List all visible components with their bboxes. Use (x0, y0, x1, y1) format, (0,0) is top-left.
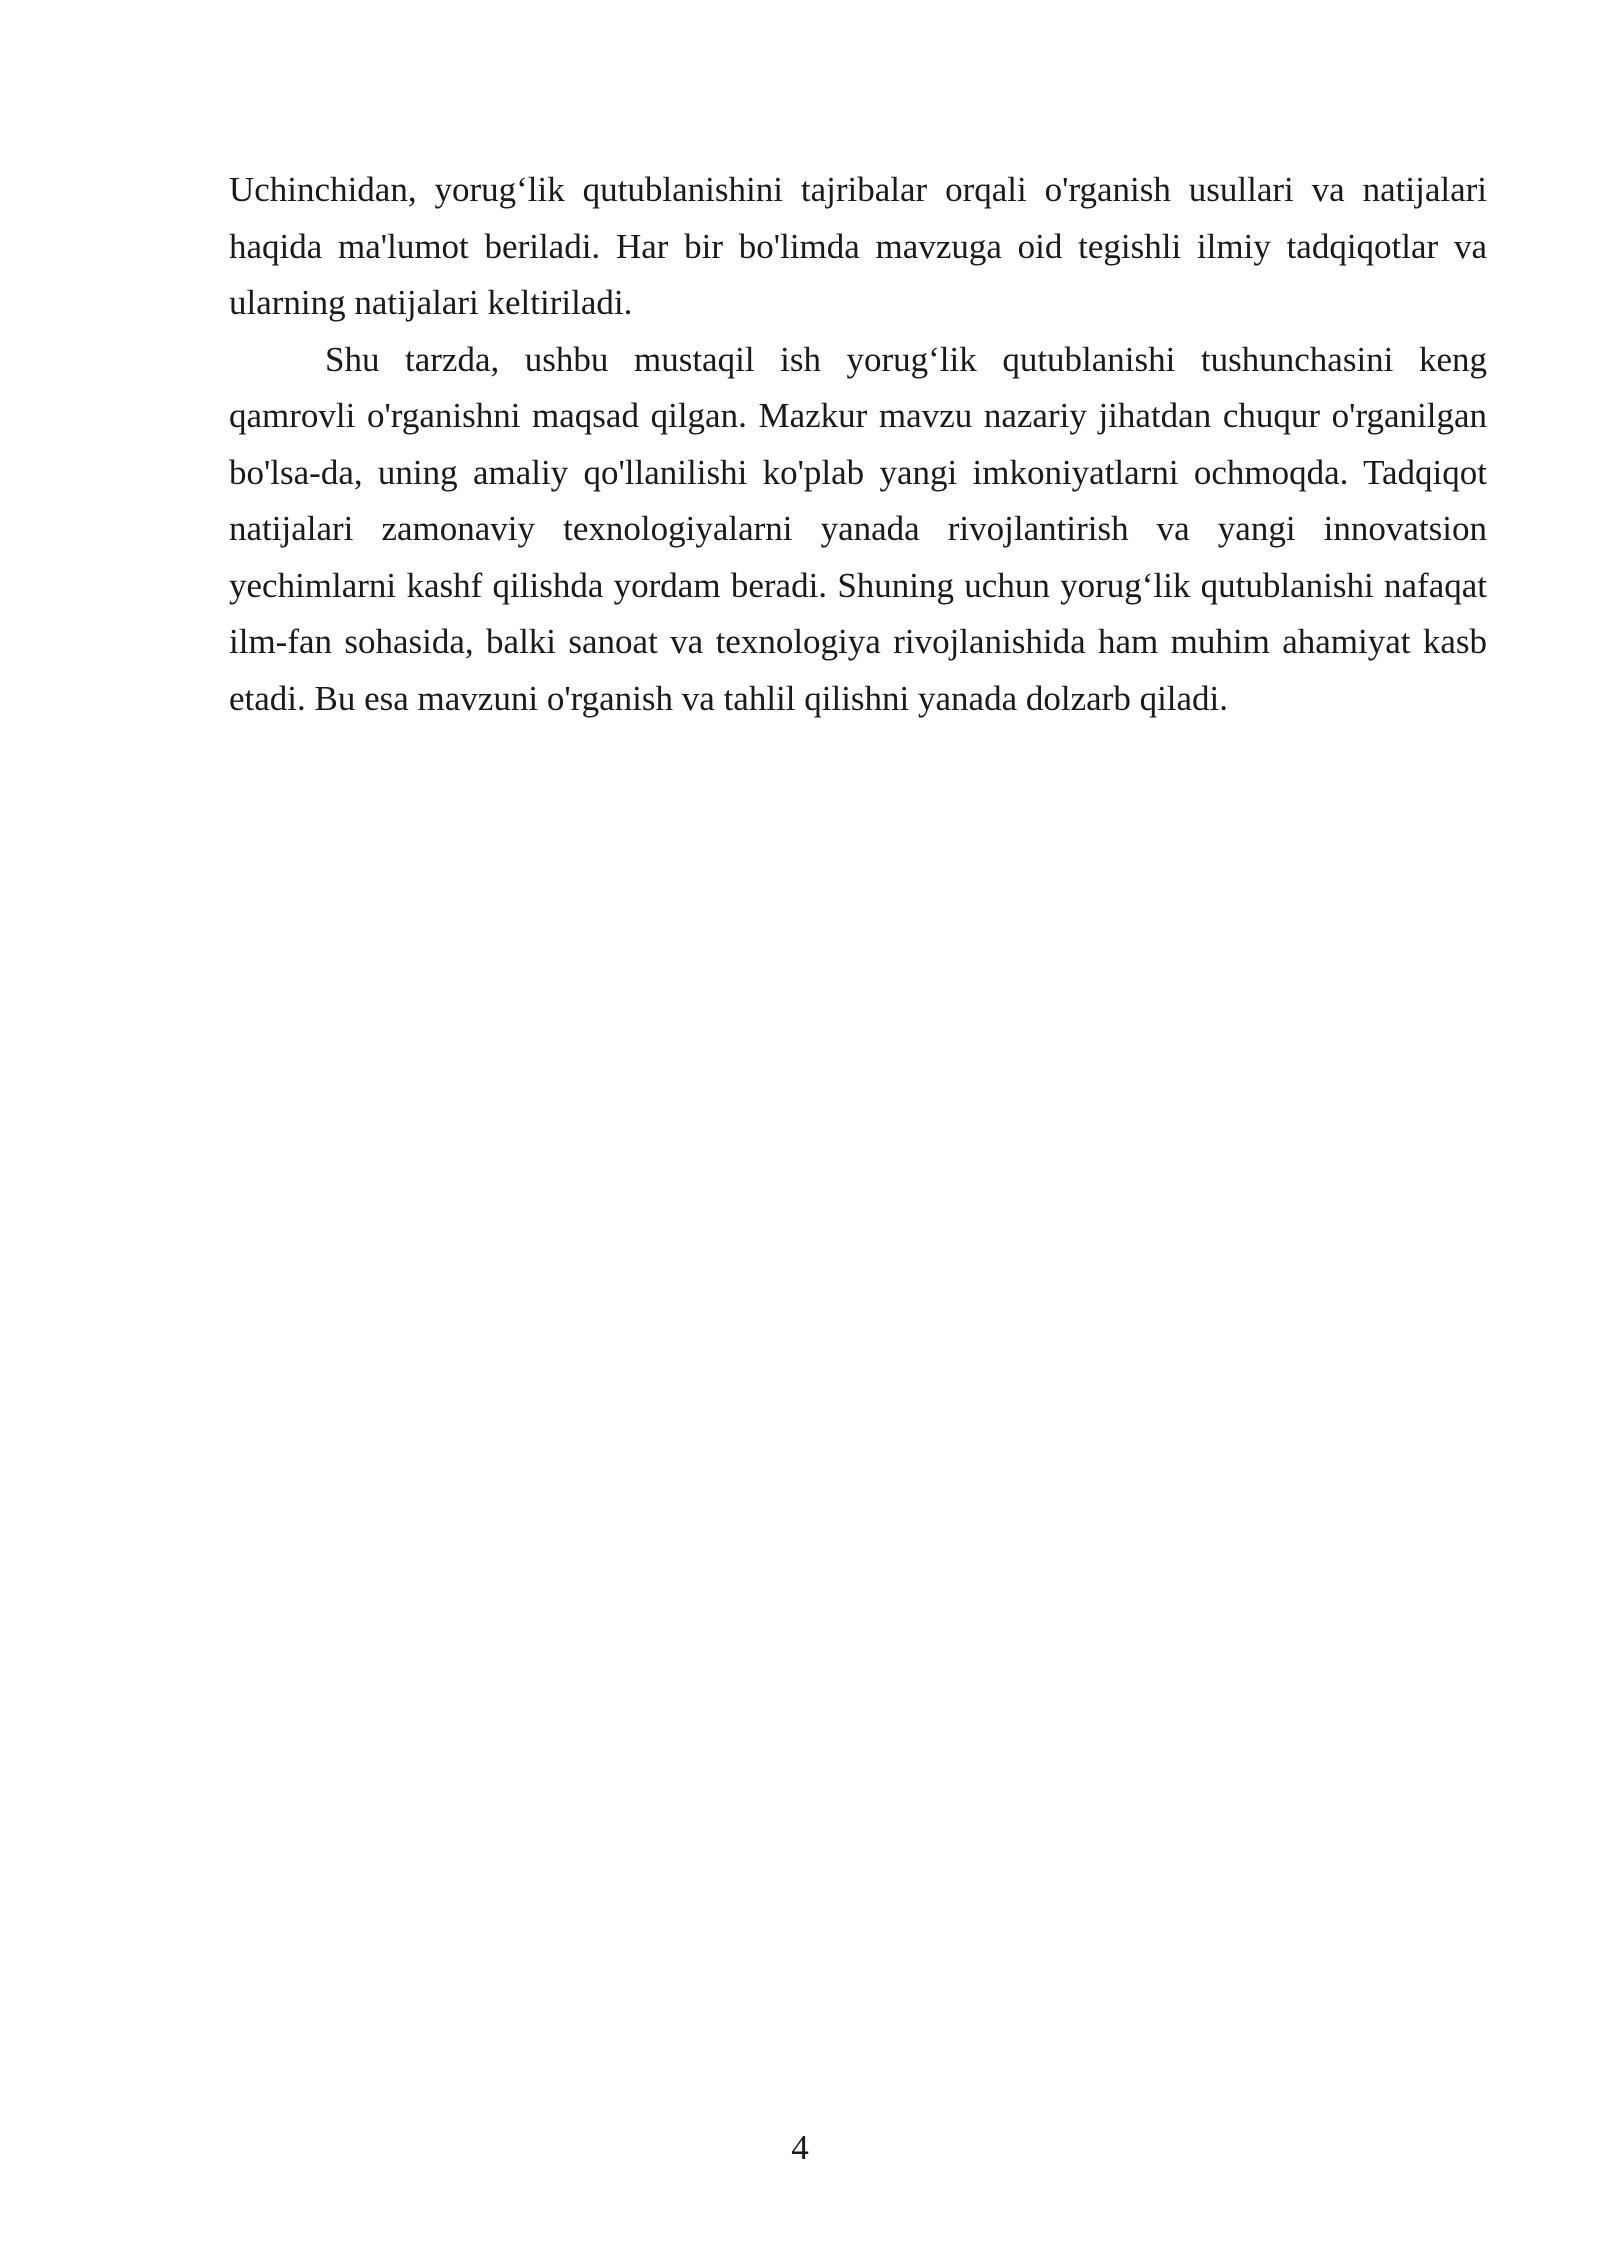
paragraph-summary: Shu tarzda, ushbu mustaqil ish yorug‘lik qutublanishi tushunchasini keng qamrovli o'rganishni maqsad qilgan. Mazkur mavzu nazariy jihatdan chuqur o'rganilgan bo'lsa-da, uning amaliy qo'llanilishi ko'plab yangi imkoniyatlarni ochmoqda. Tadqiqot natijalari zamonaviy texnologiyalarni yanada rivojlantirish va yangi innovatsion yechimlarni kashf qilishda yordam beradi. Shuning uchun yorug‘lik qutublanishi nafaqat ilm-fan sohasida, balki sanoat va texnologiya rivojlanishida ham muhim ahamiyat kasb etadi. Bu esa mavzuni o'rganish va tahlil qilishni yanada dolzarb qiladi. (229, 339, 1487, 718)
page-number: 4 (791, 2128, 809, 2167)
paragraph-continuation: Uchinchidan, yorug‘lik qutublanishini tajribalar orqali o'rganish usullari va natijalari haqida ma'lumot beriladi. Har bir bo'limda mavzuga oid tegishli ilmiy tadqiqotlar va ularning natijalari keltiriladi. (229, 170, 1487, 322)
body-text (229, 162, 1487, 727)
